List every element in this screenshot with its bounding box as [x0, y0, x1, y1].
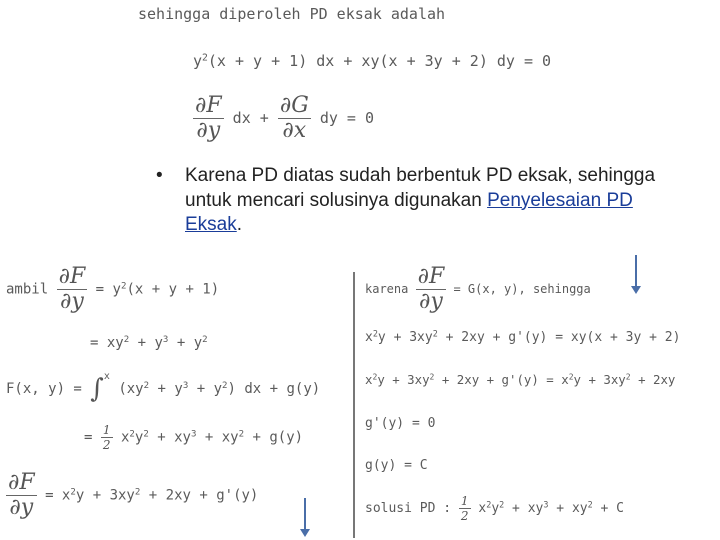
l4-a: x [120, 429, 130, 446]
r1-tail: = G(x, y), sehingga [453, 282, 591, 296]
l5-c: + 2xy + g'(y) [140, 487, 259, 504]
l2-b-exp: 3 [162, 335, 169, 345]
r6-e: + C [592, 501, 625, 516]
l4-d-exp: 2 [238, 429, 245, 440]
left-line-1 [6, 266, 219, 313]
l3-b: + y [149, 381, 183, 397]
l4-a-exp: 2 [129, 429, 135, 440]
right-line-3 [365, 372, 675, 387]
r6-d: + xy [548, 501, 588, 516]
right-line-5: g(y) = C [365, 458, 428, 473]
r6-c-exp: 3 [543, 499, 549, 510]
r3-a: x [365, 372, 373, 387]
r6-a: x [478, 501, 487, 516]
left-line-2 [90, 335, 208, 351]
l3-b-exp: 3 [182, 381, 189, 391]
column-divider [353, 272, 355, 538]
left-l1-tail: (x + y + 1) [126, 281, 220, 298]
integral-upper: x [103, 371, 110, 382]
bullet-end: . [236, 214, 243, 235]
r2-b: y + 3xy [377, 330, 433, 345]
l3-a: (xy [118, 381, 144, 397]
eq1-part-b: (x + y + 1) dx + xy(x + 3y + 2) dy = 0 [207, 52, 552, 70]
r3-c-exp: 2 [568, 372, 574, 382]
bullet-paragraph [156, 164, 676, 238]
r2-b-exp: 2 [432, 328, 438, 339]
r1-frac-den: ∂y [419, 289, 443, 314]
right-line-4: g'(y) = 0 [365, 416, 436, 431]
r6-half [459, 495, 471, 522]
left-frac-dF-dy [57, 266, 88, 313]
eq2-frac-dF-dy [193, 95, 224, 142]
r1-frac-num: ∂F [417, 264, 445, 289]
penyelesaian-link[interactable]: Penyelesaian PD Eksak [185, 189, 633, 235]
l4-c-exp: 3 [190, 429, 197, 440]
l5-frac-dF-dy [6, 472, 37, 519]
l3-a-exp: 2 [143, 381, 150, 391]
solusi-label: solusi PD : [365, 501, 452, 516]
r3-e: + 2xy [630, 372, 676, 387]
r6-b: y [491, 501, 500, 516]
r6-b-exp: 2 [499, 499, 505, 510]
l5-frac-num: ∂F [8, 470, 35, 495]
l4-eq: = [84, 429, 93, 446]
l4-e: + g(y) [244, 429, 304, 446]
r2-a: x [365, 330, 373, 345]
karena-label: karena [365, 282, 409, 296]
r6-d-exp: 2 [587, 499, 593, 510]
intro-text: sehingga diperoleh PD eksak adalah [138, 5, 446, 23]
eq2-frac1-num: ∂F [195, 93, 222, 118]
l3-lhs: F(x, y) = [6, 381, 82, 397]
r2-a-exp: 2 [372, 328, 378, 339]
r3-b-exp: 2 [429, 372, 435, 382]
eq2-frac-dG-dx [278, 95, 311, 142]
r3-d-exp: 2 [625, 372, 631, 382]
l4-b: y [134, 429, 144, 446]
l3-c: + y [188, 381, 223, 397]
left-l1-rhs: = y [95, 281, 121, 298]
eq2-frac2-den: ∂x [282, 118, 307, 143]
l5-frac-den: ∂y [9, 495, 34, 520]
l5-b-exp: 2 [134, 487, 141, 498]
integral-sign: ∫ [90, 374, 104, 404]
right-line-1 [365, 266, 591, 313]
r6-half-den: 2 [460, 509, 469, 523]
l4-half-num: 1 [102, 423, 111, 437]
r3-c: + 2xy + g'(y) = x [434, 372, 569, 387]
l2-c-exp: 2 [202, 335, 208, 345]
eq2-mid: dx + [232, 109, 269, 127]
l5-b: y + 3xy [75, 487, 135, 504]
l4-half [101, 424, 113, 451]
eq1-part-a: y [193, 52, 203, 70]
l5-a: = x [45, 487, 71, 504]
l4-d: + xy [196, 429, 239, 446]
r6-a-exp: 2 [486, 499, 492, 510]
ambil-label: ambil [6, 281, 49, 298]
left-frac-num: ∂F [58, 264, 86, 289]
eq2-frac2-num: ∂G [279, 93, 309, 118]
r6-half-num: 1 [460, 494, 469, 508]
r3-b: y + 3xy [377, 372, 430, 387]
l4-c: + xy [148, 429, 191, 446]
right-line-2 [365, 330, 680, 345]
r6-c: + xy [504, 501, 544, 516]
eq1-exp: 2 [202, 52, 208, 64]
r3-d: y + 3xy [573, 372, 626, 387]
left-line-5 [6, 472, 258, 519]
bullet-marker: • [156, 165, 163, 186]
r1-frac-dF-dy [416, 266, 447, 313]
l3-d: ) dx + g(y) [227, 381, 321, 397]
l4-half-den: 2 [102, 438, 111, 452]
right-line-6 [365, 495, 624, 522]
left-line-3 [6, 371, 321, 404]
left-l1-exp: 2 [120, 281, 127, 292]
l2-a-exp: 2 [123, 335, 130, 345]
l2-a: = xy [90, 335, 124, 351]
eq2-tail: dy = 0 [319, 109, 374, 127]
left-line-4 [84, 424, 303, 451]
equation-1 [193, 52, 551, 70]
equation-2 [193, 95, 374, 142]
l2-b: + y [129, 335, 163, 351]
eq2-frac1-den: ∂y [196, 118, 221, 143]
r3-a-exp: 2 [372, 372, 378, 382]
bullet-text [185, 164, 676, 238]
left-frac-den: ∂y [60, 289, 84, 314]
r2-c: + 2xy + g'(y) = xy(x + 3y + 2) [437, 330, 681, 345]
l3-c-exp: 2 [222, 381, 228, 391]
l5-a-exp: 2 [70, 487, 76, 498]
l2-c: + y [168, 335, 203, 351]
bullet-body: Karena PD diatas sudah berbentuk PD eksak, sehingga untuk mencari solusinya digunakan [185, 165, 656, 211]
l4-b-exp: 2 [143, 429, 149, 440]
